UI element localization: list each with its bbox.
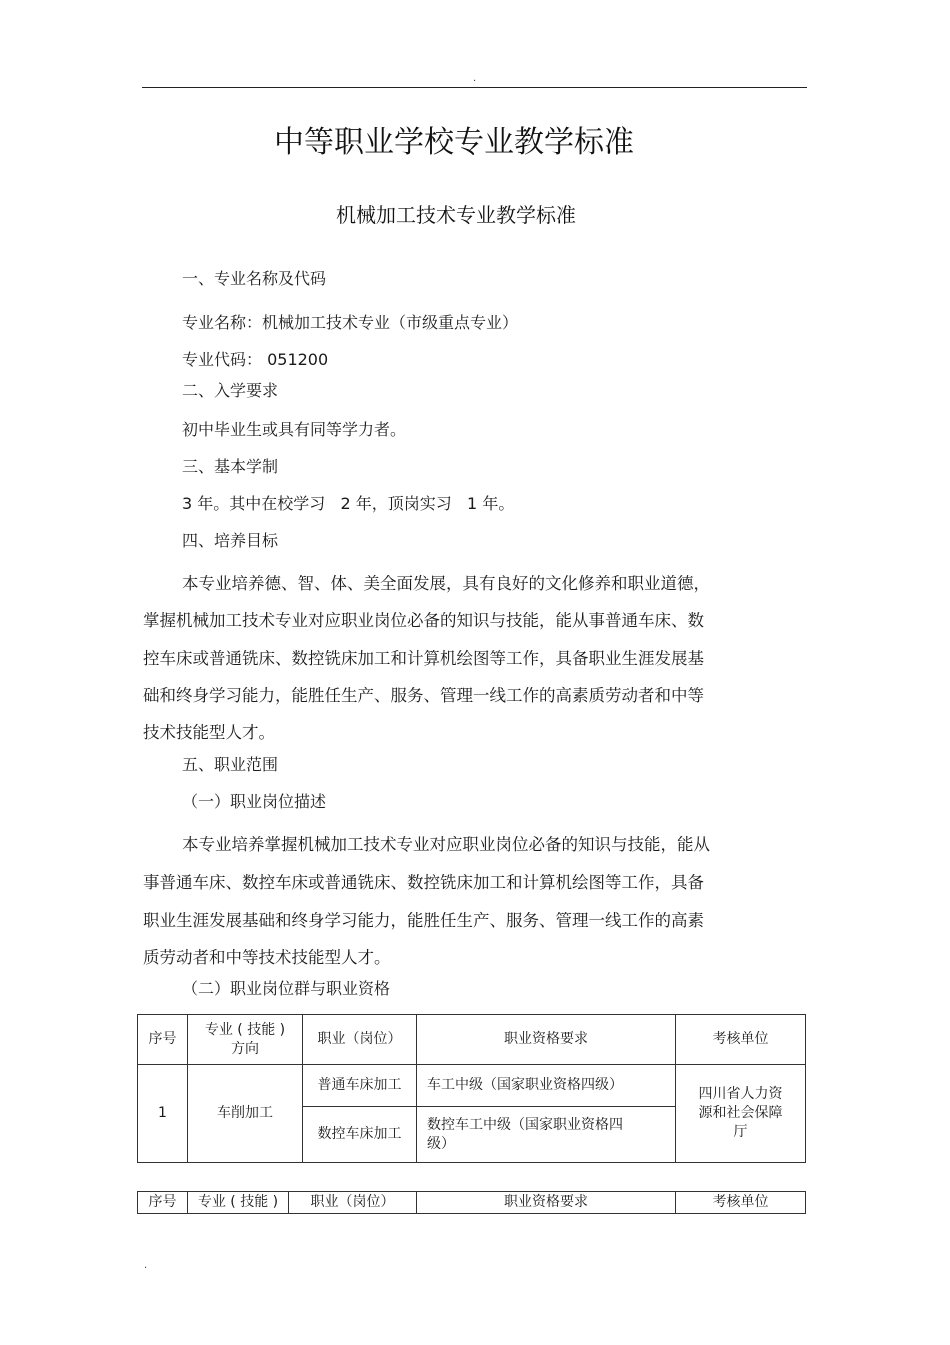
document-title: 中等职业学校专业教学标准 bbox=[274, 125, 634, 160]
table-cell-unit: 四川省人力资 源和社会保障 厅 bbox=[676, 1065, 806, 1163]
table-header-cell: 序号 bbox=[138, 1015, 188, 1065]
paragraph-line: 事普通车床、数控车床或普通铣床、数控铣床加工和计算机绘图等工作，具备 bbox=[143, 873, 704, 892]
table-header-cell: 职业（岗位） bbox=[303, 1015, 417, 1065]
table-header-cell: 考核单位 bbox=[676, 1192, 806, 1214]
paragraph-line: 本专业培养德、智、体、美全面发展，具有良好的文化修养和职业道德， bbox=[182, 574, 710, 593]
paragraph-line: 质劳动者和中等技术技能型人才。 bbox=[143, 948, 391, 967]
table-header-row bbox=[138, 1015, 806, 1065]
major-name: 专业名称：机械加工技术专业（市级重点专业） bbox=[182, 313, 519, 332]
table-header-cell: 专业 ( 技能 ) 方向 bbox=[188, 1015, 303, 1065]
paragraph-line: 础和终身学习能力，能胜任生产、服务、管理一线工作的高素质劳动者和中等 bbox=[143, 686, 704, 705]
table-header-row bbox=[138, 1192, 806, 1214]
table-header-cell: 序号 bbox=[138, 1192, 188, 1214]
table-cell-qualification: 数控车工中级（国家职业资格四 级） bbox=[417, 1107, 676, 1163]
section-heading-4: 四、培养目标 bbox=[182, 531, 279, 550]
qualification-table-continued bbox=[137, 1191, 806, 1214]
major-code: 专业代码： 051200 bbox=[182, 350, 329, 369]
study-duration: 3 年。其中在校学习 2 年，顶岗实习 1 年。 bbox=[182, 494, 515, 513]
table-header-cell: 专业 ( 技能 ) bbox=[188, 1192, 289, 1214]
subsection-heading-2: （二）职业岗位群与职业资格 bbox=[182, 979, 391, 998]
paragraph-line: 掌握机械加工技术专业对应职业岗位必备的知识与技能，能从事普通车床、数 bbox=[143, 611, 704, 630]
header-dot: . bbox=[473, 73, 477, 84]
table-cell-job: 普通车床加工 bbox=[303, 1065, 417, 1107]
header-rule bbox=[142, 87, 807, 88]
subsection-heading-1: （一）职业岗位描述 bbox=[182, 792, 327, 811]
table-cell-qualification: 车工中级（国家职业资格四级） bbox=[417, 1065, 676, 1107]
paragraph-line: 本专业培养掌握机械加工技术专业对应职业岗位必备的知识与技能，能从 bbox=[182, 835, 710, 854]
table-header-cell: 职业（岗位） bbox=[289, 1192, 417, 1214]
document-subtitle: 机械加工技术专业教学标准 bbox=[336, 203, 576, 227]
paragraph-line: 技术技能型人才。 bbox=[143, 723, 275, 742]
footer-dot: . bbox=[144, 1260, 148, 1271]
table-cell-direction: 车削加工 bbox=[188, 1065, 303, 1163]
section-heading-1: 一、专业名称及代码 bbox=[182, 269, 327, 288]
qualification-table bbox=[137, 1014, 806, 1163]
table-cell-job: 数控车床加工 bbox=[303, 1107, 417, 1163]
table-header-cell: 职业资格要求 bbox=[417, 1192, 676, 1214]
section-heading-3: 三、基本学制 bbox=[182, 457, 279, 476]
table-row bbox=[138, 1065, 806, 1107]
entry-requirement: 初中毕业生或具有同等学力者。 bbox=[182, 420, 407, 439]
section-heading-2: 二、入学要求 bbox=[182, 381, 279, 400]
paragraph-line: 控车床或普通铣床、数控铣床加工和计算机绘图等工作，具备职业生涯发展基 bbox=[143, 649, 704, 668]
section-heading-5: 五、职业范围 bbox=[182, 755, 279, 774]
table-cell-index: 1 bbox=[138, 1065, 188, 1163]
table-header-cell: 职业资格要求 bbox=[417, 1015, 676, 1065]
table-header-cell: 考核单位 bbox=[676, 1015, 806, 1065]
paragraph-line: 职业生涯发展基础和终身学习能力，能胜任生产、服务、管理一线工作的高素 bbox=[143, 911, 704, 930]
